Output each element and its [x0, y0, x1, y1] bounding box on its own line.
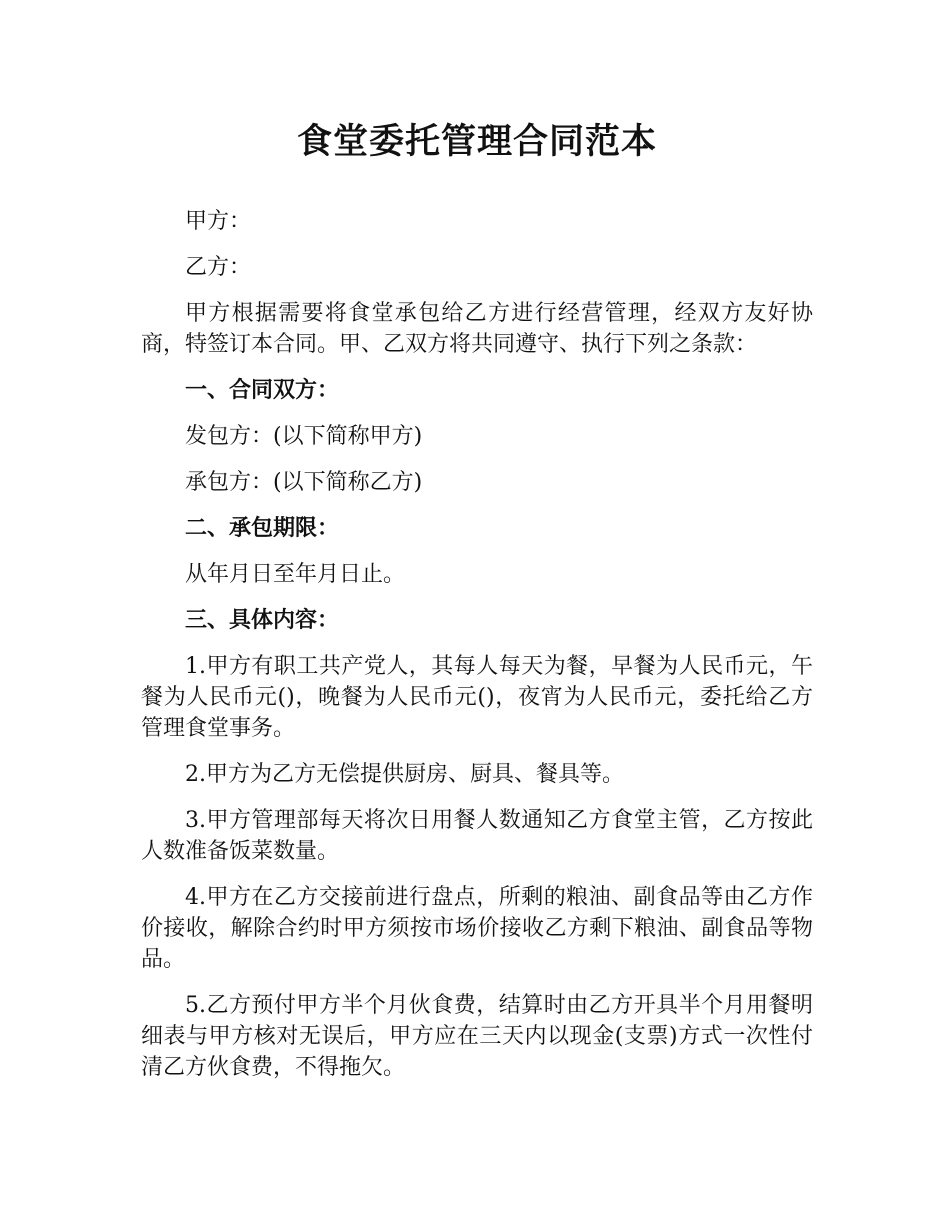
document-page — [141, 0, 813, 1083]
intro-paragraph: 甲方根据需要将食堂承包给乙方进行经营管理，经双方友好协商，特签订本合同。甲、乙双方将共同遵守、执行下列之条款： — [141, 301, 813, 357]
section-3-item-3: 3.甲方管理部每天将次日用餐人数通知乙方食堂主管，乙方按此人数准备饭菜数量。 — [141, 808, 813, 864]
party-b-line: 乙方： — [185, 255, 252, 280]
section-3-item-2: 2.甲方为乙方无偿提供厨房、厨具、餐具等。 — [185, 762, 624, 787]
section-3-heading: 三、具体内容： — [185, 608, 340, 633]
section-3-item-5: 5.乙方预付甲方半个月伙食费，结算时由乙方开具半个月用餐明细表与甲方核对无误后，甲方应在三天内以现金(支票)方式一次性付清乙方伙食费，不得拖欠。 — [141, 993, 813, 1080]
section-3-item-4: 4.甲方在乙方交接前进行盘点，所剩的粮油、副食品等由乙方作价接收，解除合约时甲方须按市场价接收乙方剩下粮油、副食品等物品。 — [141, 885, 813, 972]
document-title: 食堂委托管理合同范本 — [296, 122, 657, 162]
section-1-line-1: 发包方：(以下简称甲方) — [185, 424, 423, 449]
section-2-line-1: 从年月日至年月日止。 — [185, 562, 406, 587]
section-2-heading: 二、承包期限： — [185, 516, 340, 541]
section-3-item-1: 1.甲方有职工共产党人，其每人每天为餐，早餐为人民币元，午餐为人民币元()，晚餐为人民币元()，夜宵为人民币元，委托给乙方管理食堂事务。 — [141, 654, 813, 741]
section-1-heading: 一、合同双方： — [185, 378, 340, 403]
party-a-line: 甲方： — [185, 209, 252, 234]
section-1-line-2: 承包方：(以下简称乙方) — [185, 470, 423, 495]
